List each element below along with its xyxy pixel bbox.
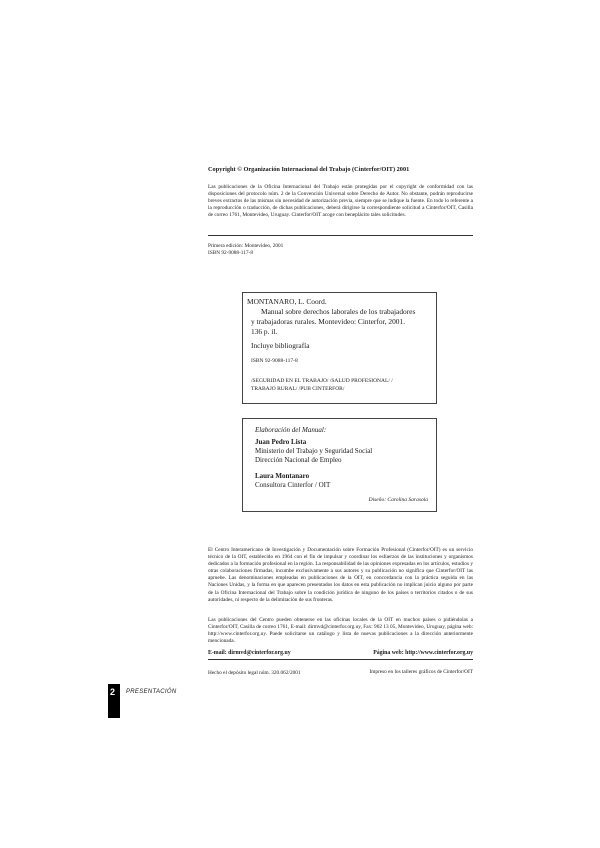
author1-affiliation: Ministerio del Trabajo y Seguridad Social — [255, 447, 373, 455]
design-credit: Diseño: Carolina Sarasola — [368, 497, 428, 503]
divider — [208, 235, 473, 236]
catalog-author: MONTANARO, L. Coord. — [247, 297, 327, 306]
catalog-bibliography: Incluye bibliografía — [251, 341, 310, 350]
copyright-notice: Las publicaciones de la Oficina Internacional del Trabajo están protegidas por el copyright de conformidad con las disposiciones del protocolo núm. 2 de la Convención Universal sobre Derecho de Autor. No obstante, podrán reproducirse breves extractos de las mismas sin necesidad de autorización previa, siempre que se indique la fuente. En todo lo referente a la reproducción o traducción, de dichas publicaciones, deberá dirigirse la correspondiente solicitud a Cinterfor/OIT, Casilla de correo 1761, Montevideo, Uruguay. Cinterfor/OIT acoge con beneplácito tales solicitudes. — [208, 184, 473, 219]
page-number: 2 — [110, 687, 116, 697]
center-description: El Centro Interamericano de Investigación y Documentación sobre Formación Profesional (Cinterfor/OIT) es un servicio técnico de la OIT, establecido en 1964 con el fin de impulsar y coordinar los esfuerzos de las instituciones y organismos dedicados a la formación profesional en la región. La responsabilidad de las opiniones expresadas en los artículos, estudios y otras colaboraciones firmadas, incumbe exclusivamente a sus autores y su publicación no significa que Cinterfor/OIT las apruebe. Las denominaciones empleadas en publicaciones de la OIT, en concordancia con la práctica seguida en las Naciones Unidas, y la forma en que aparecen presentados los datos en esta publicación no implican juicio alguno por parte de la Oficina Internacional del Trabajo sobre la condición jurídica de ninguno de los países o territorios citados o de sus autoridades, ni respecto de la delimitación de sus fronteras. — [208, 547, 473, 603]
catalog-subjects-line1: /SEGURIDAD EN EL TRABAJO/ /SALUD PROFESIONAL/ / — [251, 378, 393, 384]
isbn-line: ISBN 92-9088-117-8 — [208, 250, 253, 256]
website-contact: Página web: http://www.cinterfor.org.uy — [373, 650, 473, 656]
catalog-card — [242, 292, 437, 404]
catalog-subjects-line2: TRABAJO RURAL/ /PUB CINTERFOR/ — [251, 386, 345, 392]
credits-box — [242, 418, 437, 512]
author2-name: Laura Montanaro — [255, 472, 310, 480]
catalog-title-line2: y trabajadoras rurales. Montevideo: Cinterfor, 2001. — [251, 317, 406, 326]
catalog-pages: 136 p. il. — [251, 327, 278, 336]
first-edition: Primera edición: Montevideo, 2001 — [208, 243, 284, 249]
copyright-title: Copyright © Organización Internacional del Trabajo (Cinterfor/OIT) 2001 — [208, 166, 410, 173]
author1-department: Dirección Nacional de Empleo — [255, 456, 342, 464]
email-contact: E-mail: dirmvd@cinterfor.org.uy — [208, 650, 291, 656]
printing-info: Impreso en los talleres gráficos de Cinterfor/OIT — [369, 669, 473, 675]
author1-name: Juan Pedro Lista — [255, 438, 307, 446]
catalog-isbn: ISBN 92-9088-117-8 — [251, 358, 298, 364]
catalog-title-line1: Manual sobre derechos laborales de los trabajadores — [261, 307, 416, 316]
legal-deposit: Hecho el depósito legal núm. 320.062/2001 — [208, 670, 301, 676]
divider — [208, 659, 473, 660]
author2-affiliation: Consultora Cinterfor / OIT — [255, 481, 331, 489]
section-label: PRESENTACIÓN — [126, 689, 177, 695]
credits-heading: Elaboración del Manual: — [255, 426, 327, 434]
publications-info: Las publicaciones del Centro pueden obtenerse en las oficinas locales de la OIT en muchos países o pidiéndolas a Cinterfor/OIT, Casilla de correo 1761, E-mail: dirmvd@cinterfor.org.uy, Fax: 902 13 05, Montevideo, Uruguay, página web: http://www.cinterfor.org.uy. Puede solicitarse un catálogo y lista de nuevas publicaciones a la dirección anteriormente mencionada. — [208, 617, 473, 645]
